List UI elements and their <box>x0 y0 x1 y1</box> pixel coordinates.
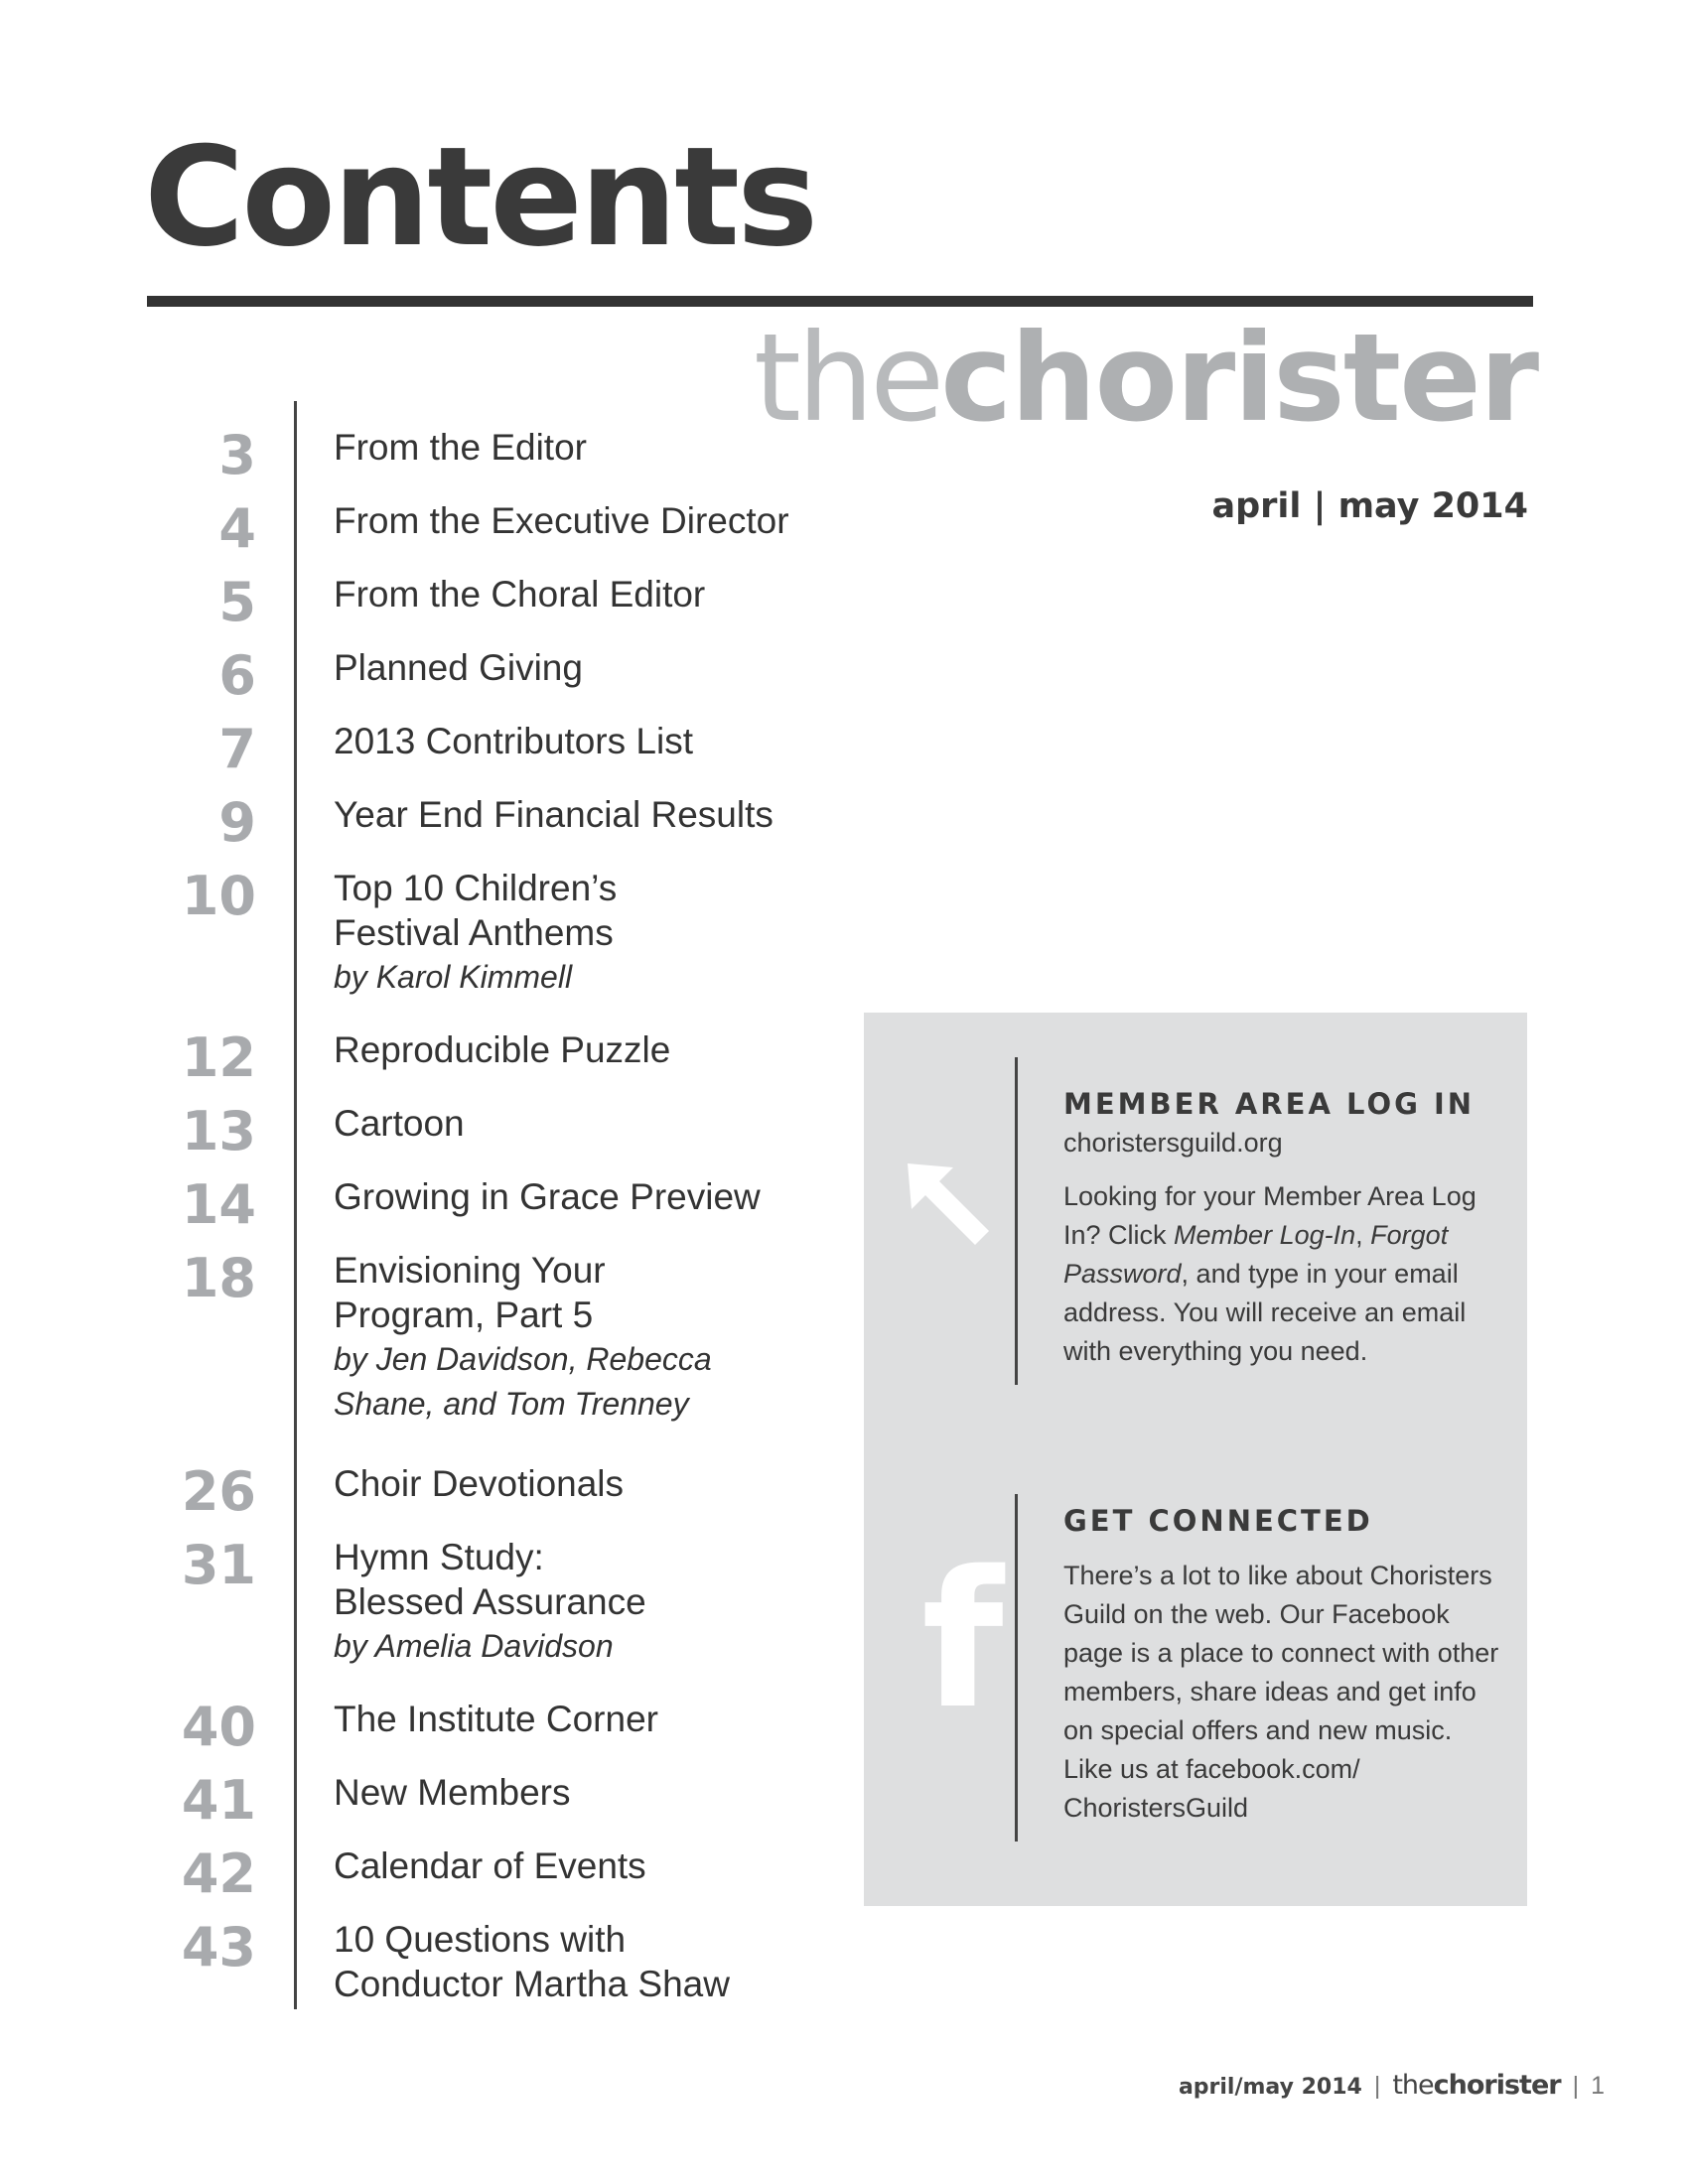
toc-page-number: 14 <box>181 1173 256 1236</box>
toc-title-line: Conductor Martha Shaw <box>334 1964 730 2004</box>
toc-title-line: Program, Part 5 <box>334 1295 594 1335</box>
member-login-body: Looking for your Member Area Log In? Click Member Log-In, Forgot Password, and type in your email address. You will receive an email with everything you need. <box>1063 1181 1477 1366</box>
masthead-chorister: chorister <box>940 308 1537 449</box>
toc-title <box>334 1101 465 1146</box>
toc-page-number: 10 <box>181 865 256 927</box>
toc-title-line: Hymn Study: <box>334 1537 544 1577</box>
toc-page-number: 13 <box>181 1100 256 1162</box>
toc-title-line: Cartoon <box>334 1103 465 1144</box>
toc-byline: by Jen Davidson, Rebecca Shane, and Tom Trenney <box>334 1341 712 1422</box>
toc-title <box>334 1248 731 1427</box>
table-of-contents <box>0 0 854 2085</box>
toc-page-number: 26 <box>181 1460 256 1523</box>
toc-title <box>334 498 789 543</box>
toc-title-line: 2013 Contributors List <box>334 721 693 761</box>
toc-page-number: 12 <box>181 1026 256 1089</box>
toc-title <box>334 1174 761 1219</box>
toc-page-number: 5 <box>218 571 256 633</box>
toc-byline: by Amelia Davidson <box>334 1628 614 1664</box>
page-footer: april/may 2014 | thechorister | 1 <box>1178 2070 1605 2101</box>
toc-title <box>334 1535 646 1669</box>
toc-title <box>334 425 587 470</box>
toc-page-number: 43 <box>181 1916 256 1979</box>
arrow-up-left-icon <box>904 1160 995 1251</box>
toc-title-line: Reproducible Puzzle <box>334 1029 671 1070</box>
get-connected-body: There’s a lot to like about Choristers Guild on the web. Our Facebook page is a place to connect with other members, share ideas and get info on special offers and new music. Like us at facebook.com/ ChoristersGuild <box>1063 1561 1499 1823</box>
footer-page-number: 1 <box>1591 2072 1605 2100</box>
footer-date: april/may 2014 <box>1178 2075 1362 2100</box>
toc-title-line: Envisioning Your <box>334 1250 606 1291</box>
toc-title-line: The Institute Corner <box>334 1699 658 1739</box>
toc-page-number: 40 <box>181 1696 256 1758</box>
member-login-section <box>1063 1084 1500 1371</box>
toc-title-line: Year End Financial Results <box>334 794 774 835</box>
toc-page-number: 6 <box>218 644 256 707</box>
toc-title-line: 10 Questions with <box>334 1919 627 1960</box>
toc-title <box>334 866 617 1000</box>
toc-title-line: From the Executive Director <box>334 500 789 541</box>
toc-page-number: 42 <box>181 1843 256 1905</box>
footer-separator: | <box>1373 2072 1381 2100</box>
toc-page-number: 3 <box>218 424 256 486</box>
toc-title-line: Calendar of Events <box>334 1845 646 1886</box>
toc-title-line: New Members <box>334 1772 571 1813</box>
toc-title-line: Planned Giving <box>334 647 583 688</box>
toc-title <box>334 645 583 690</box>
toc-title-line: Festival Anthems <box>334 912 614 953</box>
toc-title <box>334 1917 730 2006</box>
toc-page-number: 41 <box>181 1769 256 1832</box>
toc-title-line: Blessed Assurance <box>334 1581 646 1622</box>
toc-page-number: 4 <box>218 497 256 560</box>
toc-title <box>334 1843 646 1888</box>
toc-page-number: 18 <box>181 1247 256 1309</box>
member-login-heading: MEMBER AREA LOG IN <box>1063 1087 1476 1121</box>
toc-title-line: Top 10 Children’s <box>334 868 618 908</box>
toc-title-line: Growing in Grace Preview <box>334 1176 761 1217</box>
toc-page-number: 9 <box>218 791 256 854</box>
toc-title <box>334 1697 658 1741</box>
get-connected-heading: GET CONNECTED <box>1063 1504 1373 1538</box>
toc-page-number: 7 <box>218 718 256 780</box>
toc-page-number: 31 <box>181 1534 256 1596</box>
get-connected-section <box>1063 1501 1500 1828</box>
masthead-logo <box>753 308 1537 449</box>
page-title: Contents <box>144 117 816 277</box>
toc-title <box>334 1770 571 1815</box>
masthead-the: the <box>753 308 941 449</box>
member-divider <box>1015 1057 1018 1385</box>
facebook-icon: f <box>921 1531 1004 1750</box>
footer-the: the <box>1392 2070 1434 2101</box>
toc-title <box>334 1027 670 1072</box>
toc-title-line: Choir Devotionals <box>334 1463 625 1504</box>
footer-chorister: chorister <box>1433 2070 1561 2101</box>
toc-title <box>334 719 693 763</box>
toc-title <box>334 792 774 837</box>
toc-title <box>334 572 705 616</box>
member-login-url[interactable]: choristersguild.org <box>1063 1128 1283 1158</box>
toc-byline: by Karol Kimmell <box>334 959 573 995</box>
issue-date: april | may 2014 <box>1211 486 1528 526</box>
connect-divider <box>1015 1494 1018 1842</box>
toc-title <box>334 1461 624 1506</box>
toc-title-line: From the Choral Editor <box>334 574 706 614</box>
toc-title-line: From the Editor <box>334 427 587 468</box>
